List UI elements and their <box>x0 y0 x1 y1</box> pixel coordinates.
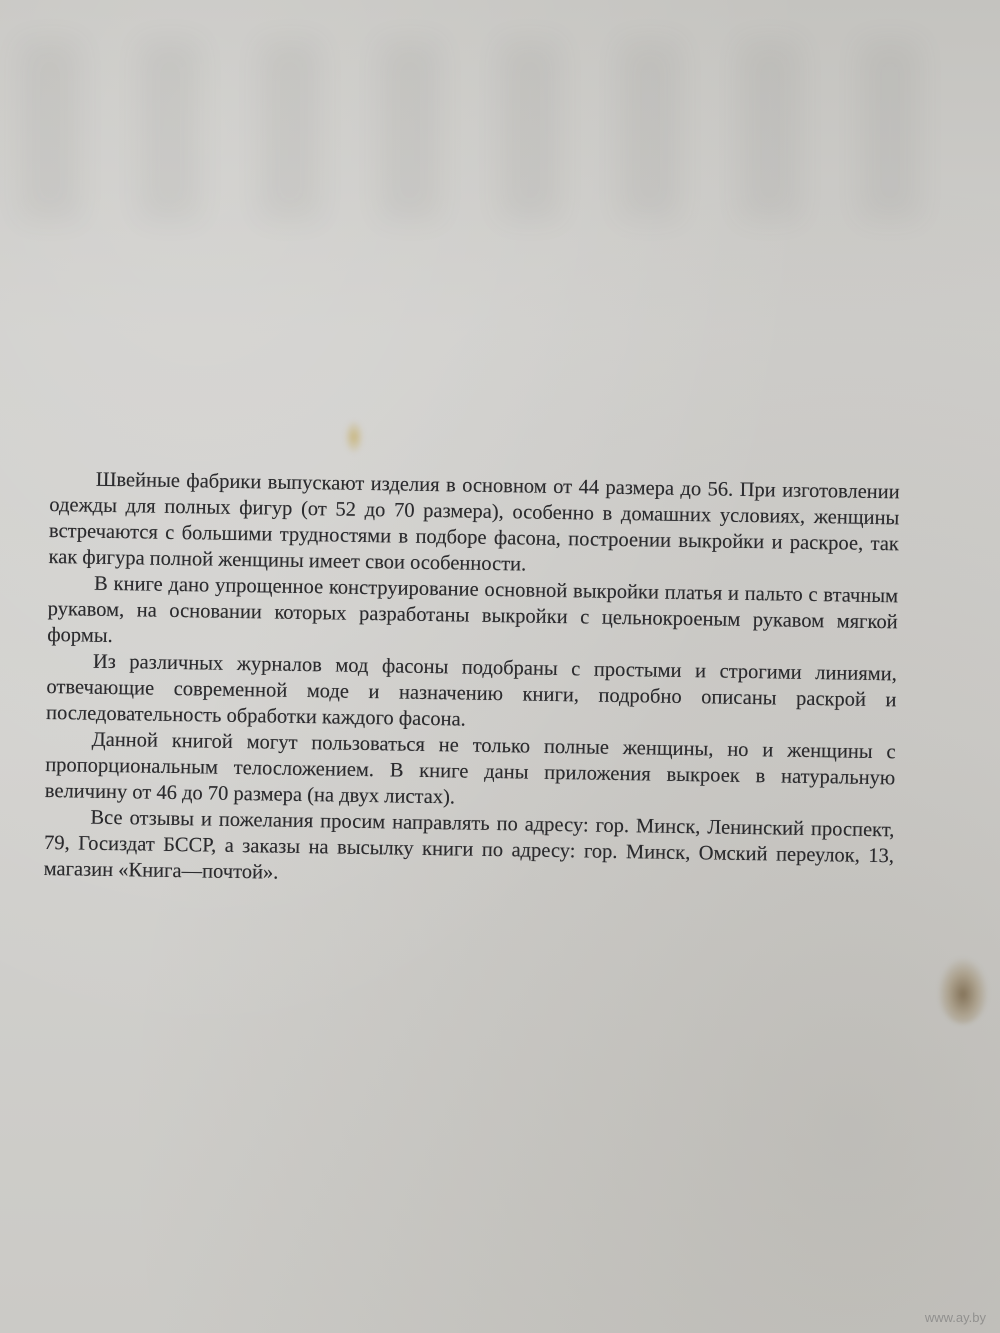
paragraph-1: Швейные фабрики выпускают изделия в основном от 44 размера до 56. При изготовлении одежды для полных фигур (от 52 до 70 размера), особенно в домашних условиях, женщины встречаются с большими трудностями в подборе фасона, построении выкройки и раскрое, так как фигура полной женщины имеет свои особенности. <box>48 468 900 576</box>
paper-stain <box>344 420 364 454</box>
paragraph-4: Данной книгой могут пользоваться не только полные женщины, но и женщины с пропорциональным телосложением. В книге даны приложения выкроек в натуральную величину от 46 до 70 размера (на двух листах). <box>44 728 896 809</box>
paragraph-2: В книге дано упрощенное конструирование основной выкройки платья и пальто с втачным рукавом, на основании которых разработаны выкройки с цельнокроеным рукавом мягкой формы. <box>47 572 899 648</box>
preface-text <box>43 466 899 895</box>
show-through-text <box>20 40 980 220</box>
watermark: www.ay.by <box>924 1310 986 1325</box>
paragraph-5: Все отзывы и пожелания просим направлять по адресу: гор. Минск, Ленинский проспект, 79, Госиздат БССР, а заказы на высылку книги по адресу: гор. Минск, Омский переулок, 13, магазин «Книга—почтой». <box>43 806 895 884</box>
paper-stain <box>938 958 988 1024</box>
paragraph-3: Из различных журналов мод фасоны подобраны с простыми и строгими линиями, отвечающие современной моде и назначению книги, подробно описаны раскрой и последовательность обработки каждого фасона. <box>45 650 898 731</box>
